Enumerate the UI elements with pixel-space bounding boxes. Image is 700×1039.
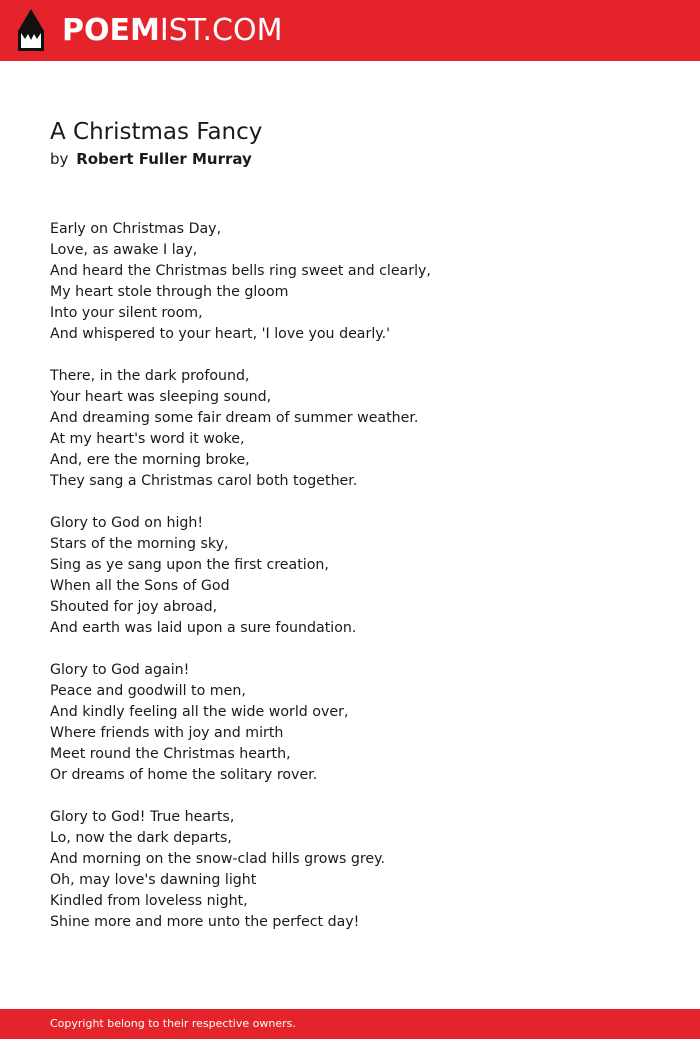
poem-line: And heard the Christmas bells ring sweet and clearly,: [50, 263, 431, 279]
author-name: Robert Fuller Murray: [76, 150, 252, 168]
poem-line: Your heart was sleeping sound,: [50, 389, 272, 405]
poem-line: There, in the dark profound,: [50, 368, 250, 384]
poem-line: Stars of the morning sky,: [50, 536, 229, 552]
poem-line: When all the Sons of God: [50, 578, 230, 594]
byline: [50, 148, 252, 170]
poem-line: Kindled from loveless night,: [50, 893, 248, 909]
site-footer: [0, 1009, 700, 1039]
poem-line: Glory to God on high!: [50, 515, 204, 531]
stanza-2: [50, 366, 650, 492]
poem-line: Peace and goodwill to men,: [50, 683, 246, 699]
poem-line: Meet round the Christmas hearth,: [50, 746, 291, 762]
stanza-3: [50, 513, 650, 639]
pencil-icon: [18, 9, 44, 51]
poem-line: Love, as awake I lay,: [50, 242, 198, 258]
poem-line: Or dreams of home the solitary rover.: [50, 767, 318, 783]
stanza-4: [50, 660, 650, 786]
site-header: [0, 0, 700, 61]
poem-line: Shouted for joy abroad,: [50, 599, 218, 615]
poem-line: Oh, may love's dawning light: [50, 872, 257, 888]
poem-line: At my heart's word it woke,: [50, 431, 245, 447]
logo-light-text: IST.COM: [159, 13, 283, 48]
poem-line: Sing as ye sang upon the first creation,: [50, 557, 329, 573]
poem-body: [50, 219, 650, 954]
poem-line: Glory to God again!: [50, 662, 190, 678]
copyright-notice: Copyright belong to their respective owners.: [50, 1017, 296, 1030]
poem-line: Shine more and more unto the perfect day!: [50, 914, 360, 930]
poem-line: Into your silent room,: [50, 305, 203, 321]
site-logo[interactable]: [62, 12, 282, 50]
poem-line: Lo, now the dark departs,: [50, 830, 232, 846]
logo-bold-text: POEM: [62, 13, 160, 48]
poem-line: And, ere the morning broke,: [50, 452, 250, 468]
by-label: by: [50, 150, 69, 168]
poem-line: And kindly feeling all the wide world over,: [50, 704, 349, 720]
poem-title: A Christmas Fancy: [50, 119, 263, 145]
poem-line: Where friends with joy and mirth: [50, 725, 284, 741]
poem-line: And whispered to your heart, 'I love you dearly.': [50, 326, 391, 342]
poem-line: They sang a Christmas carol both together.: [50, 473, 358, 489]
poem-line: Early on Christmas Day,: [50, 221, 222, 237]
poem-line: Glory to God! True hearts,: [50, 809, 235, 825]
stanza-5: [50, 807, 650, 933]
poem-line: My heart stole through the gloom: [50, 284, 289, 300]
poem-line: And dreaming some fair dream of summer weather.: [50, 410, 419, 426]
stanza-1: [50, 219, 650, 345]
poem-line: And earth was laid upon a sure foundation.: [50, 620, 357, 636]
poem-line: And morning on the snow-clad hills grows grey.: [50, 851, 386, 867]
